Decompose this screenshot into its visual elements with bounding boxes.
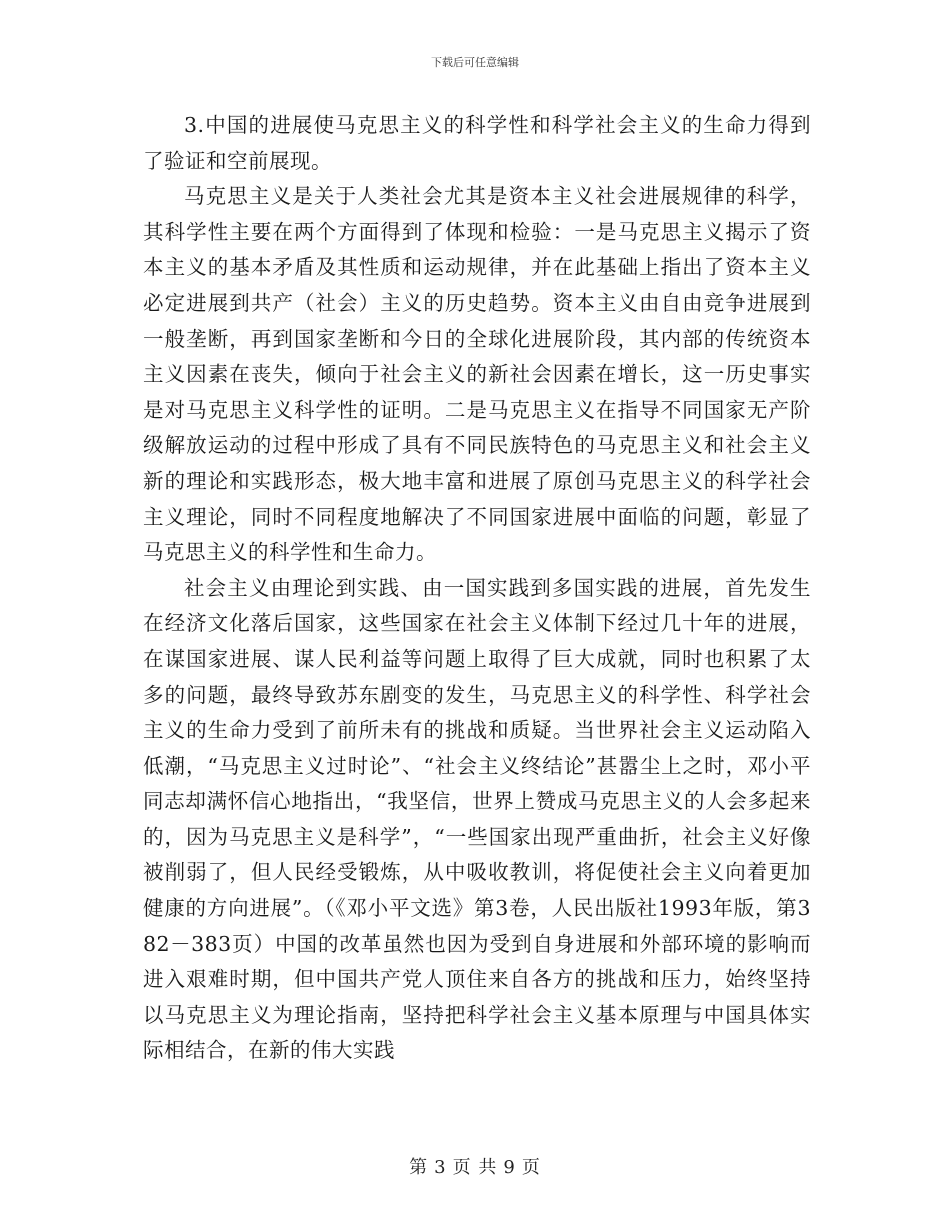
page-header: 下载后可任意编辑 xyxy=(431,56,519,69)
paragraph-scientific-nature: 马克思主义是关于人类社会尤其是资本主义社会进展规律的科学，其科学性主要在两个方面得到了体现和检验：一是马克思主义揭示了资本主义的基本矛盾及其性质和运动规律，并在此基础上指出了资本主义必定进展到共产（社会）主义的历史趋势。资本主义由自由竞争进展到一般垄断，再到国家垄断和今日的全球化进展阶段，其内部的传统资本主义因素在丧失，倾向于社会主义的新社会因素在增长，这一历史事实是对马克思主义科学性的证明。二是马克思主义在指导不同国家无产阶级解放运动的过程中形成了具有不同民族特色的马克思主义和社会主义新的理论和实践形态，极大地丰富和进展了原创马克思主义的科学社会主义理论，同时不同程度地解决了不同国家进展中面临的问题，彰显了马克思主义的科学性和生命力。 xyxy=(143,184,811,565)
footer-total-pages: 9 xyxy=(503,1157,516,1178)
page-footer xyxy=(0,1153,950,1179)
footer-current-page: 3 xyxy=(434,1157,447,1178)
document-body xyxy=(143,108,811,1069)
footer-middle: 页 共 xyxy=(452,1157,498,1178)
footer-suffix: 页 xyxy=(521,1157,541,1178)
footer-prefix: 第 xyxy=(409,1157,429,1178)
paragraph-socialist-practice: 社会主义由理论到实践、由一国实践到多国实践的进展，首先发生在经济文化落后国家，这些国家在社会主义体制下经过几十年的进展，在谋国家进展、谋人民利益等问题上取得了巨大成就，同时也积累了太多的问题，最终导致苏东剧变的发生，马克思主义的科学性、科学社会主义的生命力受到了前所未有的挑战和质疑。当世界社会主义运动陷入低潮，“马克思主义过时论”、“社会主义终结论”甚嚣尘上之时，邓小平同志却满怀信心地指出，“我坚信，世界上赞成马克思主义的人会多起来的，因为马克思主义是科学”，“一些国家出现严重曲折，社会主义好像被削弱了，但人民经受锻炼，从中吸收教训，将促使社会主义向着更加健康的方向进展”。（《邓小平文选》第3卷，人民出版社1993年版，第382－383页）中国的改革虽然也因为受到自身进展和外部环境的影响而进入艰难时期，但中国共产党人顶住来自各方的挑战和压力，始终坚持以马克思主义为理论指南，坚持把科学社会主义基本原理与中国具体实际相结合，在新的伟大实践 xyxy=(143,575,811,1063)
paragraph-heading-3: 3.中国的进展使马克思主义的科学性和科学社会主义的生命力得到了验证和空前展现。 xyxy=(143,113,811,173)
